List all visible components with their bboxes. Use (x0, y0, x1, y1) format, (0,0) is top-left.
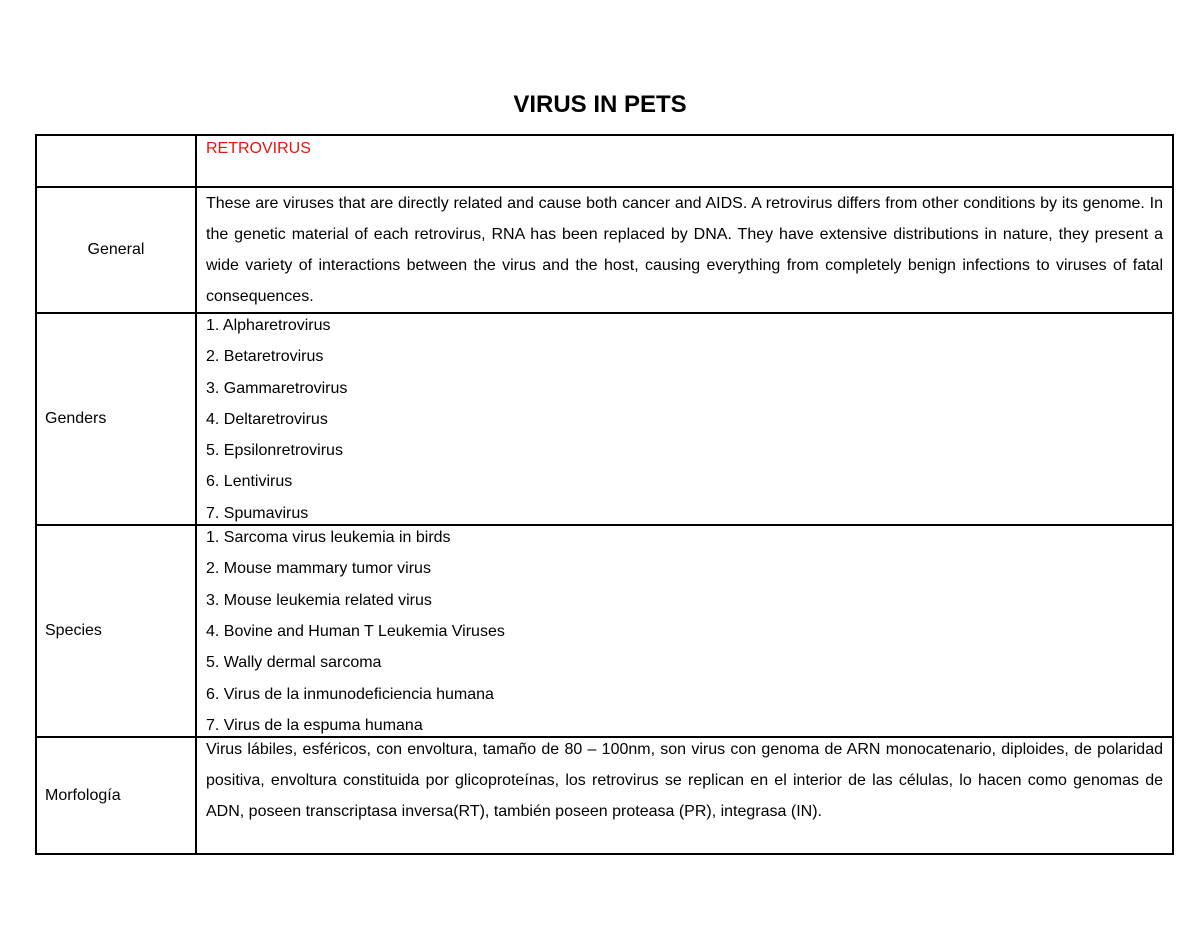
list-item: 1. Alpharetrovirus (206, 317, 331, 334)
row-label-general: General (36, 187, 196, 313)
list-item: 5. Wally dermal sarcoma (206, 654, 382, 672)
list-item: 6. Virus de la inmunodeficiencia humana (206, 685, 494, 703)
header-label-cell (36, 135, 196, 187)
list-item: 3. Gammaretrovirus (206, 379, 348, 397)
general-description: These are viruses that are directly related and cause both cancer and AIDS. A retrovirus differs from other conditions by its genome. In the genetic material of each retrovirus, RNA has been replaced by DNA. They have extensive distributions in nature, they present a wide variety of interactions between the virus and the host, causing everything from completely benign infections to viruses of fatal consequences. (206, 195, 1163, 305)
table-row-morfologia (36, 737, 1173, 854)
list-item: 5. Epsilonretrovirus (206, 442, 343, 460)
row-label-species: Species (36, 525, 196, 737)
document-title: VIRUS IN PETS (513, 91, 687, 118)
row-label-genders: Genders (36, 313, 196, 525)
genders-list (206, 310, 1163, 529)
table-row-species (36, 525, 1173, 737)
table-row-general (36, 187, 1173, 313)
list-item: 2. Mouse mammary tumor virus (206, 560, 431, 578)
list-item: 3. Mouse leukemia related virus (206, 591, 432, 609)
list-item: 4. Bovine and Human T Leukemia Viruses (206, 622, 505, 640)
header-title-cell (196, 135, 1173, 187)
list-item: 4. Deltaretrovirus (206, 410, 328, 428)
list-item: 1. Sarcoma virus leukemia in birds (206, 529, 451, 547)
list-item: 2. Betaretrovirus (206, 348, 324, 366)
row-content-genders (196, 313, 1173, 525)
list-item: 7. Spumavirus (206, 504, 309, 522)
list-item: 7. Virus de la espuma humana (206, 716, 423, 734)
table-header-row (36, 135, 1173, 187)
virus-table (35, 134, 1174, 855)
morfologia-description: Virus lábiles, esféricos, con envoltura, tamaño de 80 – 100nm, son virus con genoma de ARN monocatenario, diploides, de polaridad positiva, envoltura constituida por glicoproteínas, los retrovirus se replican en el interior de las células, lo hacen como genomas de ADN, poseen transcriptasa inversa(RT), también poseen proteasa (PR), integrasa (IN). (206, 741, 1163, 821)
row-label-morfologia: Morfología (36, 737, 196, 854)
table-row-genders (36, 313, 1173, 525)
list-item: 6. Lentivirus (206, 473, 293, 491)
species-list (206, 522, 1163, 741)
row-content-general (196, 187, 1173, 313)
row-content-species (196, 525, 1173, 737)
retrovirus-heading: RETROVIRUS (206, 140, 311, 157)
row-content-morfologia (196, 737, 1173, 854)
